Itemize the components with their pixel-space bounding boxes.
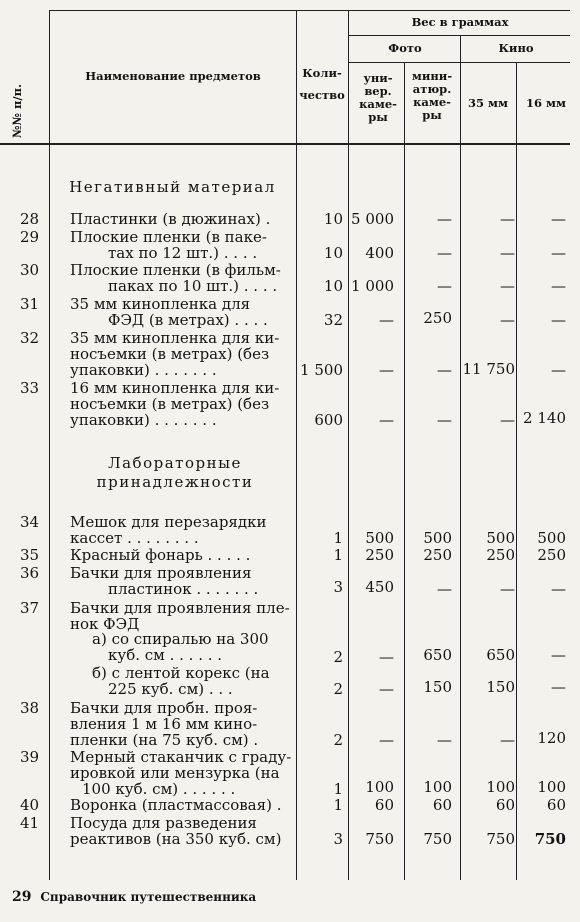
row-weight-35: — [500, 580, 515, 598]
row-weight-35: 500 [486, 529, 515, 547]
row-number: 39 [20, 748, 40, 766]
row-weight-mini: — [437, 731, 452, 749]
row-weight-universal: 1 000 [351, 277, 394, 295]
row-weight-16: 120 [537, 729, 566, 747]
row-number: 32 [20, 329, 40, 347]
row-qty: 2 [333, 731, 343, 749]
row-weight-35: — [500, 731, 515, 749]
row-weight-mini: 250 [423, 546, 452, 564]
row-name: 35 мм кинопленка для ФЭД (в метрах) . . . . [70, 295, 268, 329]
row-qty: 10 [323, 277, 343, 295]
row-weight-16: — [551, 678, 566, 696]
header-photo-mini: мини-атюр. каме-ры [411, 69, 453, 122]
row-weight-universal: 400 [365, 244, 394, 262]
row-weight-35: 60 [495, 796, 515, 814]
col-sep-photo [404, 62, 405, 880]
row-name: Посуда для разведения реактивов (на 350 куб. см) [70, 814, 282, 848]
row-weight-16: — [551, 311, 566, 329]
header-name: Наименование предметов [85, 69, 261, 83]
row-weight-mini: — [437, 361, 452, 379]
header-cine-16: 16 мм [526, 96, 566, 110]
row-qty: 600 [314, 411, 343, 429]
header-bottom-rule [0, 143, 570, 145]
row-name: Пластинки (в дюжинах) . [70, 210, 271, 228]
row-name: Мерный стаканчик с граду- ировкой или мензурка (на 100 куб. см) . . . . . . [70, 748, 292, 798]
page-footer [12, 889, 256, 905]
row-weight-35: 250 [486, 546, 515, 564]
row-number: 37 [20, 599, 40, 617]
row-qty: 3 [333, 830, 343, 848]
row-weight-35: 150 [486, 678, 515, 696]
row-weight-mini: 500 [423, 529, 452, 547]
row-number: 28 [20, 210, 40, 228]
row-weight-universal: 450 [365, 578, 394, 596]
row-weight-16: 500 [537, 529, 566, 547]
row-weight-16: — [551, 580, 566, 598]
row-weight-mini: 100 [423, 778, 452, 796]
row-weight-mini: 150 [423, 678, 452, 696]
row-weight-16: 60 [546, 796, 566, 814]
row-weight-mini: — [437, 411, 452, 429]
header-number: №№ п/п. [10, 83, 24, 138]
row-weight-35: — [500, 311, 515, 329]
row-name: Плоские пленки (в паке- тах по 12 шт.) . . . . [70, 228, 267, 262]
row-qty: 1 [333, 529, 343, 547]
row-name: Красный фонарь . . . . . [70, 546, 251, 564]
row-qty: 1 500 [300, 361, 343, 379]
row-weight-16: 250 [537, 546, 566, 564]
row-weight-universal: — [379, 680, 394, 698]
row-weight-16: — [551, 210, 566, 228]
col-sep-qty [348, 10, 349, 880]
row-weight-universal: — [379, 411, 394, 429]
row-name: 16 мм кинопленка для ки- носъемки (в метрах) (без упаковки) . . . . . . . [70, 379, 280, 429]
row-number: 36 [20, 564, 40, 582]
row-weight-universal: 500 [365, 529, 394, 547]
section-lab: Лабораторные принадлежности [96, 454, 254, 491]
row-weight-35: — [500, 244, 515, 262]
row-weight-universal: 60 [374, 796, 394, 814]
row-qty: 2 [333, 680, 343, 698]
row-name: Воронка (пластмассовая) . [70, 796, 282, 814]
weight-group-rule [348, 35, 570, 36]
row-weight-35: 650 [486, 646, 515, 664]
row-weight-35: — [500, 277, 515, 295]
row-name: Мешок для перезарядки кассет . . . . . . . . [70, 513, 267, 547]
row-qty: 10 [323, 210, 343, 228]
page-number: 29 [12, 889, 32, 905]
row-number: 30 [20, 261, 40, 279]
row-qty: 1 [333, 796, 343, 814]
row-weight-35: 11 750 [462, 360, 515, 378]
row-qty: 1 [333, 780, 343, 798]
row-name: Бачки для проявления пле- нок ФЭД [70, 599, 290, 633]
row-weight-universal: — [379, 648, 394, 666]
row-weight-16: 2 140 [523, 409, 566, 427]
row-qty: 32 [323, 311, 343, 329]
row-weight-16: — [551, 277, 566, 295]
row-weight-universal: — [379, 361, 394, 379]
row-weight-16: 750 [534, 830, 566, 848]
header-photo: Фото [388, 41, 422, 55]
col-sep-photo-cine [460, 35, 461, 880]
row-weight-mini: 650 [423, 646, 452, 664]
row-name: Бачки для проявления пластинок . . . . . . . [70, 564, 259, 598]
header-cine-35: 35 мм [468, 96, 508, 110]
row-qty: 1 [333, 546, 343, 564]
header-weight: Вес в граммах [411, 15, 509, 29]
col-sep-cine [516, 62, 517, 880]
row-number: 31 [20, 295, 40, 313]
row-name: 35 мм кинопленка для ки- носъемки (в метрах) (без упаковки) . . . . . . . [70, 329, 280, 379]
row-number: 33 [20, 379, 40, 397]
row-name: Бачки для пробн. проя- вления 1 м 16 мм кино- пленки (на 75 куб. см) . [70, 699, 259, 749]
row-number: 29 [20, 228, 40, 246]
row-qty: 2 [333, 648, 343, 666]
row-weight-mini: 250 [423, 309, 452, 327]
row-weight-35: — [500, 210, 515, 228]
row-number: 41 [20, 814, 40, 832]
book-title: Справочник путешественника [40, 890, 257, 904]
row-weight-16: — [551, 361, 566, 379]
row-weight-universal: 250 [365, 546, 394, 564]
header-cine: Кино [498, 41, 534, 55]
row-weight-mini: 60 [432, 796, 452, 814]
row-qty: 10 [323, 244, 343, 262]
row-name: Плоские пленки (в фильм- паках по 10 шт.) . . . . [70, 261, 281, 295]
row-weight-universal: — [379, 311, 394, 329]
row-weight-mini: — [437, 277, 452, 295]
row-number: 40 [20, 796, 40, 814]
row-weight-mini: 750 [423, 830, 452, 848]
row-weight-16: — [551, 244, 566, 262]
row-weight-mini: — [437, 580, 452, 598]
row-number: 35 [20, 546, 40, 564]
header-quantity: Коли-чество [299, 66, 345, 102]
row-weight-universal: 100 [365, 778, 394, 796]
row-name: а) со спиралью на 300 куб. см . . . . . . [92, 630, 269, 664]
section-negative: Негативный материал [69, 178, 276, 196]
row-weight-mini: — [437, 244, 452, 262]
row-qty: 3 [333, 578, 343, 596]
row-weight-universal: — [379, 731, 394, 749]
row-weight-mini: — [437, 210, 452, 228]
row-weight-35: 750 [486, 830, 515, 848]
col-sep-num [49, 10, 50, 880]
header-photo-universal: уни-вер. каме-ры [359, 71, 397, 124]
photo-cine-rule [348, 62, 570, 63]
row-weight-35: — [500, 411, 515, 429]
row-number: 38 [20, 699, 40, 717]
table-top-rule [50, 10, 570, 11]
row-weight-16: — [551, 646, 566, 664]
row-weight-universal: 750 [365, 830, 394, 848]
row-weight-16: 100 [537, 778, 566, 796]
row-name: б) с лентой корекс (на 225 куб. см) . . . [92, 664, 270, 698]
row-weight-universal: 5 000 [351, 210, 394, 228]
row-number: 34 [20, 513, 40, 531]
row-weight-35: 100 [486, 778, 515, 796]
